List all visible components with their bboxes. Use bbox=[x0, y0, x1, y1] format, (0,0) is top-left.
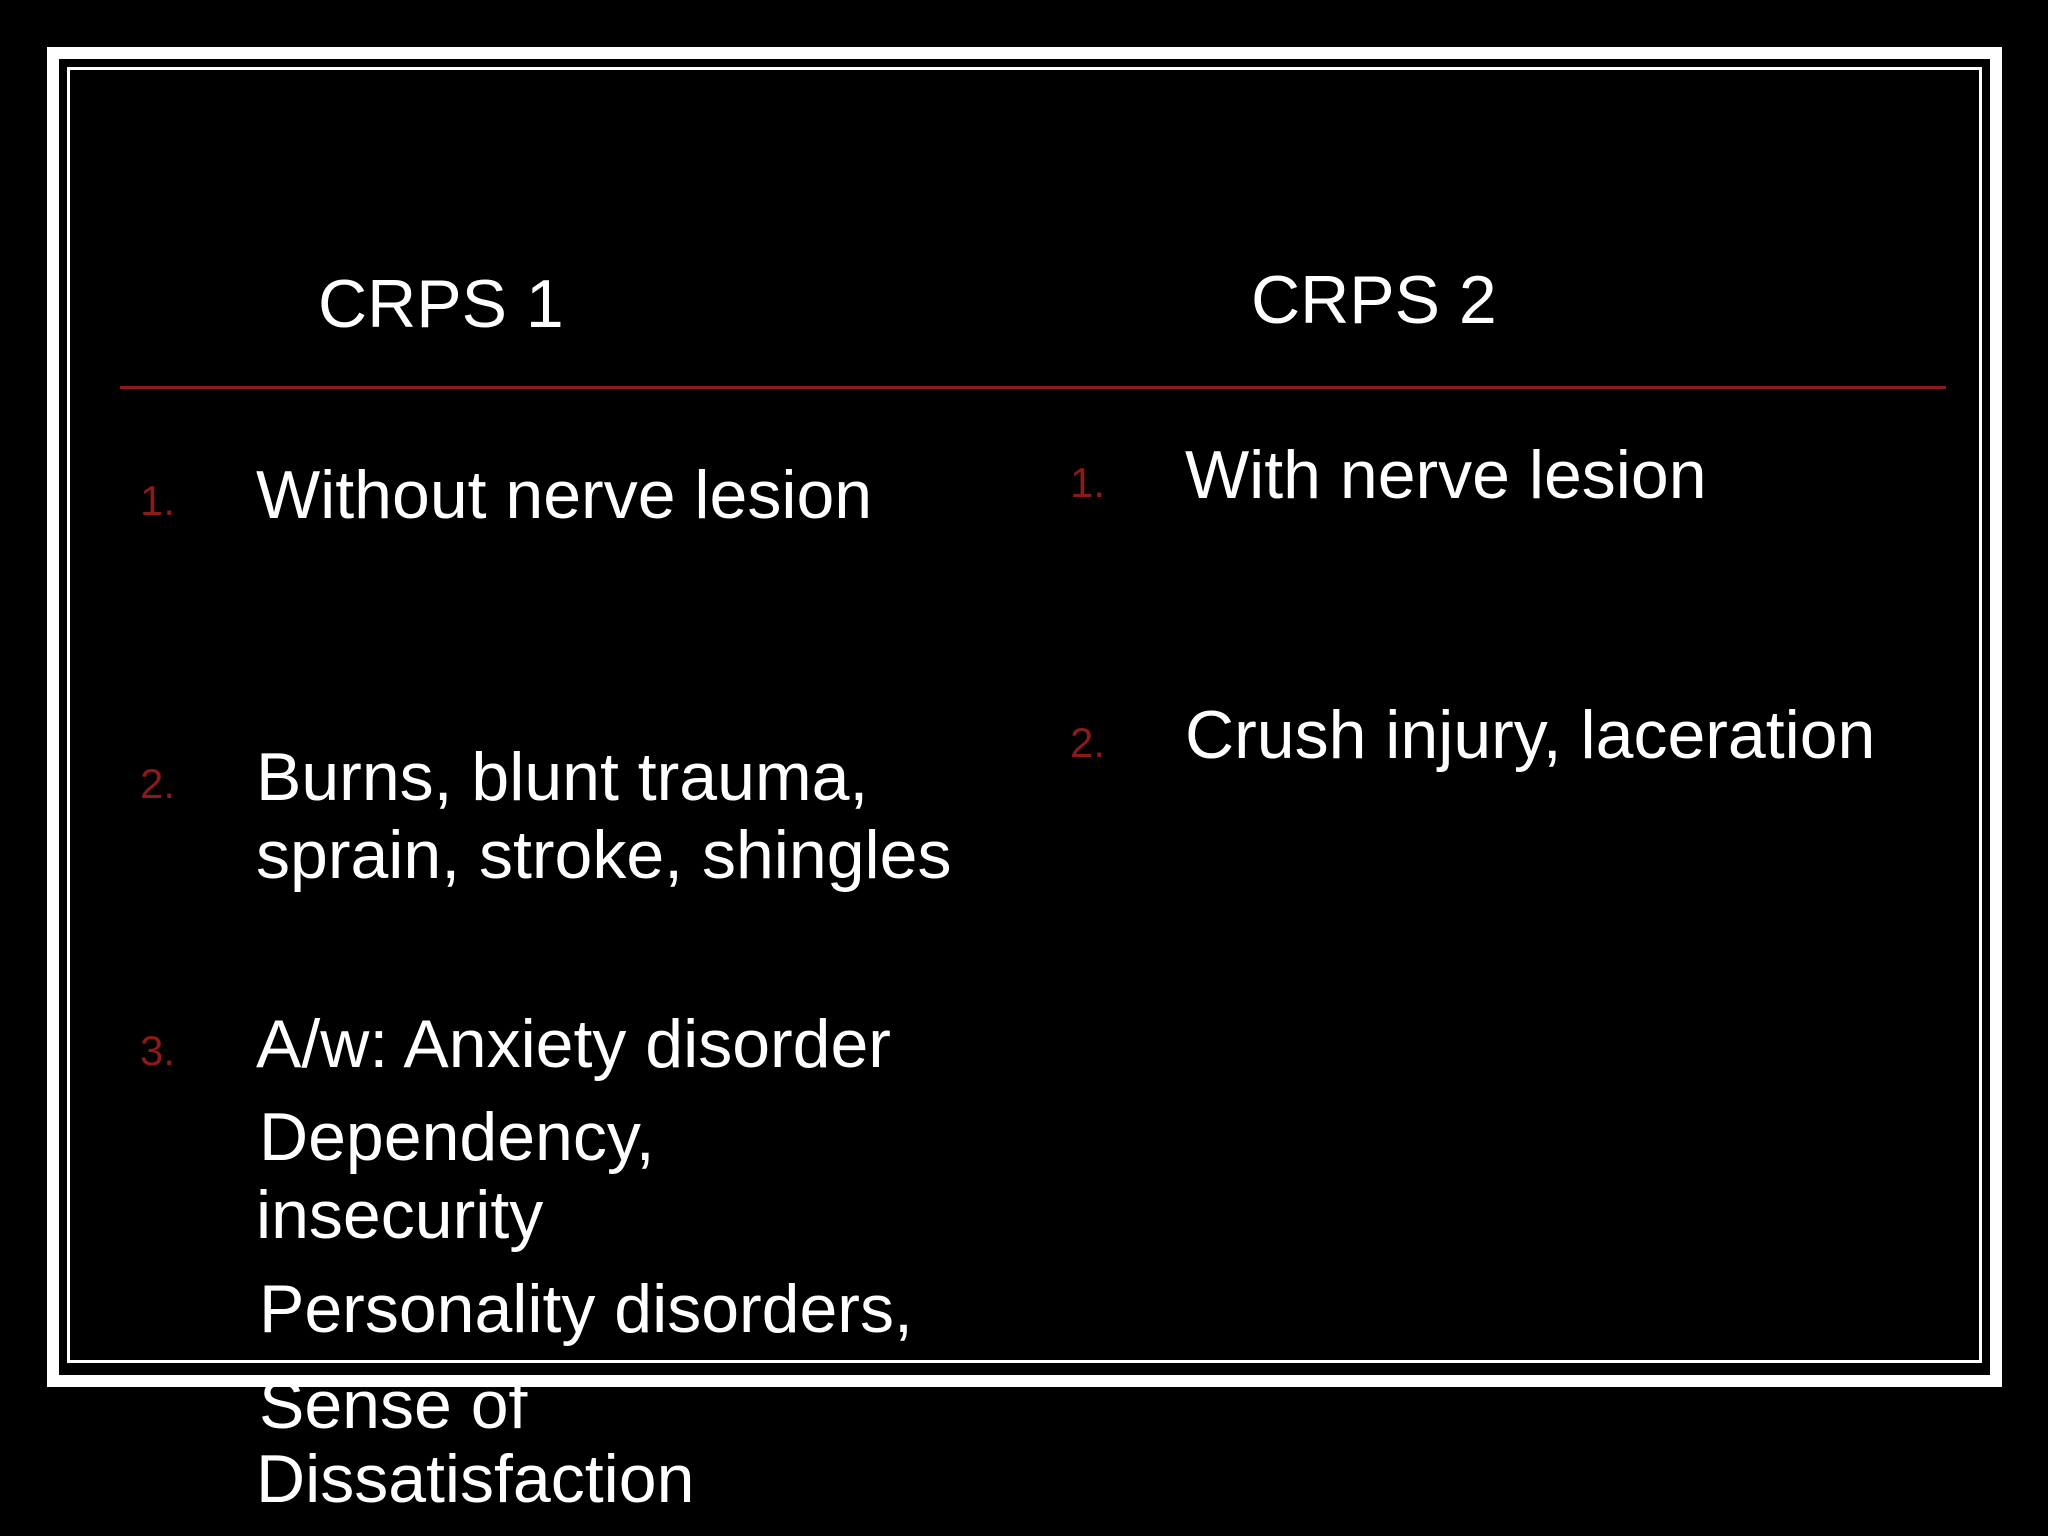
list-item-text: Sense of bbox=[259, 1367, 528, 1443]
list-item-text: Dependency, bbox=[259, 1099, 655, 1175]
list-item-text: Dissatisfaction bbox=[256, 1441, 695, 1517]
list-number: 3. bbox=[140, 1027, 176, 1074]
list-number: 2. bbox=[140, 760, 176, 807]
column-heading-crps-2: CRPS 2 bbox=[1251, 262, 1497, 338]
list-item-text: A/w: Anxiety disorder bbox=[256, 1006, 891, 1082]
list-item-text: Personality disorders, bbox=[259, 1271, 913, 1347]
header-divider bbox=[120, 386, 1946, 389]
column-heading-crps-1: CRPS 1 bbox=[318, 266, 564, 342]
list-number: 1. bbox=[1070, 459, 1106, 506]
list-item-text: insecurity bbox=[256, 1177, 544, 1253]
list-number: 1. bbox=[140, 477, 176, 524]
list-item-text: Burns, blunt trauma, bbox=[256, 739, 869, 815]
list-item-text: sprain, stroke, shingles bbox=[256, 817, 952, 893]
list-item-text: Without nerve lesion bbox=[256, 457, 873, 533]
list-item-text: Crush injury, laceration bbox=[1185, 697, 1876, 773]
list-number: 2. bbox=[1070, 719, 1106, 766]
list-item-text: With nerve lesion bbox=[1185, 437, 1707, 513]
